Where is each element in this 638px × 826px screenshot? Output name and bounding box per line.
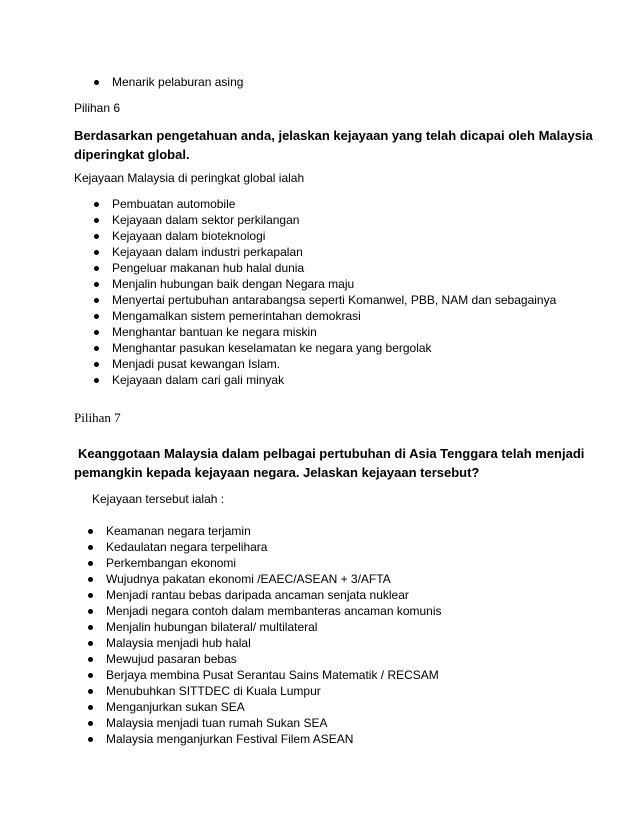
bullet-icon [94,314,99,319]
list-item-text: Mengamalkan sistem pemerintahan demokrasi [112,309,361,323]
bullet-icon [94,202,99,207]
question-line: Keanggotaan Malaysia dalam pelbagai pertubuhan di Asia Tenggara telah menjadi [78,446,585,461]
pilihan-7-intro: Kejayaan tersebut ialah : [92,492,225,506]
list-item-text: Kejayaan dalam sektor perkilangan [112,213,300,227]
pilihan-6-intro: Kejayaan Malaysia di peringkat global ialah [74,171,305,185]
bullet-icon [88,577,93,582]
list-item-text: Kejayaan dalam cari gali minyak [112,373,285,387]
bullet-icon [94,250,99,255]
bullet-icon [94,330,99,335]
list-item-text: Wujudnya pakatan ekonomi /EAEC/ASEAN + 3/AFTA [106,572,391,586]
bullet-icon [88,689,93,694]
list-item-text: Menjalin hubungan baik dengan Negara maju [112,277,355,291]
bullet-icon [88,657,93,662]
bullet-icon [88,593,93,598]
list-item-text: Menghantar pasukan keselamatan ke negara yang bergolak [112,341,432,355]
bullet-icon [94,234,99,239]
pilihan-6-heading: Pilihan 6 [74,101,121,115]
list-item-text: Berjaya membina Pusat Serantau Sains Matematik / RECSAM [106,668,439,682]
list-item-text: Kejayaan dalam bioteknologi [112,229,266,243]
list-item-text: Menjadi pusat kewangan Islam. [112,357,281,371]
list-item-text: Kedaulatan negara terpelihara [106,540,268,554]
bullet-icon [88,609,93,614]
list-item-text: Menjadi negara contoh dalam membanteras ancaman komunis [106,604,442,618]
bullet-icon [94,298,99,303]
bullet-icon [88,641,93,646]
list-item-text: Menjadi rantau bebas daripada ancaman senjata nuklear [106,588,409,602]
list-item-text: Pembuatan automobile [112,197,236,211]
pilihan-6-question [74,126,614,164]
list-item-text: Menjalin hubungan bilateral/ multilateral [106,620,318,634]
list-item-text: Pengeluar makanan hub halal dunia [112,261,305,275]
bullet-icon [94,378,99,383]
bullet-icon [88,545,93,550]
question-line: diperingkat global. [74,147,190,162]
list-item-text: Malaysia menjadi tuan rumah Sukan SEA [106,716,328,730]
bullet-icon [94,282,99,287]
bullet-icon [88,705,93,710]
bullet-icon [88,721,93,726]
list-item-text: Menubuhkan SITTDEC di Kuala Lumpur [106,684,321,698]
bullet-icon [94,218,99,223]
bullet-icon [88,625,93,630]
list-item-text: Mewujud pasaran bebas [106,652,237,666]
bullet-icon [94,362,99,367]
list-item-text: Malaysia menjadi hub halal [106,636,251,650]
pilihan-7-question [74,444,614,482]
list-item-text: Keamanan negara terjamin [106,524,251,538]
bullet-icon [88,529,93,534]
list-item-text: Menghantar bantuan ke negara miskin [112,325,317,339]
list-item-text: Kejayaan dalam industri perkapalan [112,245,303,259]
list-item-text: Malaysia menganjurkan Festival Filem ASEAN [106,732,354,746]
list-item-text: Menyertai pertubuhan antarabangsa seperti Komanwel, PBB, NAM dan sebagainya [112,293,557,307]
list-item-text: Perkembangan ekonomi [106,556,237,570]
list-item-text: Menganjurkan sukan SEA [106,700,245,714]
question-line: Berdasarkan pengetahuan anda, jelaskan kejayaan yang telah dicapai oleh Malaysia [74,128,593,143]
bullet-icon [94,266,99,271]
question-line: pemangkin kepada kejayaan negara. Jelaskan kejayaan tersebut? [74,465,480,480]
pilihan-7-heading: Pilihan 7 [74,410,121,425]
bullet-icon [88,737,93,742]
bullet-icon [94,346,99,351]
bullet-icon [94,80,99,85]
document-page: Menarik pelaburan asing Pilihan 6 Berdasarkan pengetahuan anda, jelaskan kejayaan yang telah dicapai oleh Malaysia diperingkat global. Kejayaan Malaysia di peringkat global ialah Pembuatan automobile Kejayaan dalam sektor perkilangan Kejayaan dalam bioteknologi Kejayaan dalam industri perkapalan Pengeluar makanan hub halal dunia Menjalin hubungan baik dengan Negara maju Menyertai pertubuhan antarabangsa seperti Komanwel, PBB, NAM dan sebagainya Mengamalkan sistem pemerintahan demokrasi Menghantar bantuan ke negara miskin Menghantar pasukan keselamatan ke negara yang bergolak Menjadi pusat kewangan Islam. Kejayaan dalam cari gali minyak Pilihan 7 Keanggotaan Malaysia dalam pelbagai pertubuhan di Asia Tenggara telah menjadi pemangkin kepada kejayaan negara. Jelaskan kejayaan tersebut? Kejayaan tersebut ialah : Keamanan negara terjamin Kedaulatan negara terpelihara Perkembangan ekonomi Wujudnya pakatan ekonomi /EAEC/ASEAN + 3/AFTA Menjadi rantau bebas daripada ancaman senjata nuklear Menjadi negara contoh dalam membanteras ancaman komunis Menjalin hubungan bilateral/ multilateral Malaysia menjadi hub halal Mewujud pasaran bebas Berjaya membina Pusat Serantau Sains Matematik / RECSAM Menubuhkan SITTDEC di Kuala Lumpur Menganjurkan sukan SEA Malaysia menjadi tuan rumah Sukan SEA Malaysia menganjurkan Festival Filem ASEAN [0,0,638,826]
bullet-icon [88,673,93,678]
bullet-icon [88,561,93,566]
